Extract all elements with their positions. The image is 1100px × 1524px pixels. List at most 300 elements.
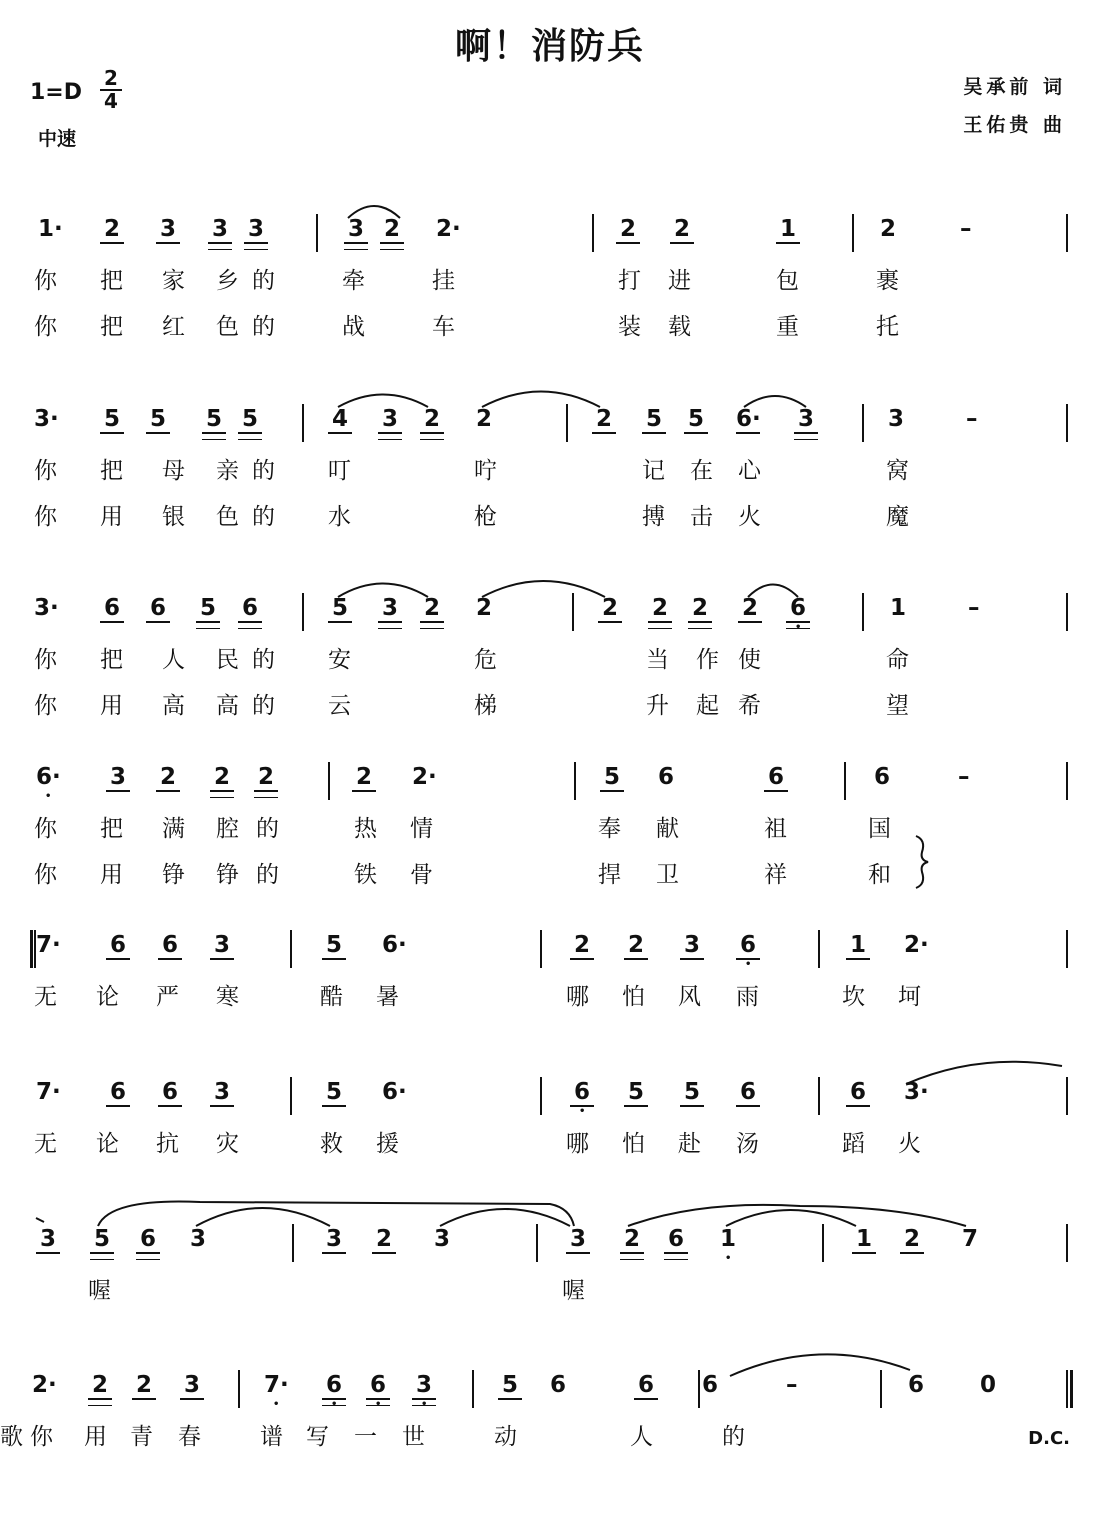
time-signature (100, 68, 122, 112)
lyric-syllable: 喔 (88, 1278, 111, 1304)
note: 5 (322, 1079, 346, 1107)
lyric-line (0, 452, 1100, 486)
lyric-syllable: 命 (886, 647, 909, 673)
sustain-dash: – (968, 595, 980, 621)
lyric-syllable: 奉 (598, 816, 621, 842)
lyric-syllable: 歌 (0, 1424, 23, 1450)
note: 6 (136, 1226, 160, 1254)
lyric-syllable: 铮 (162, 862, 185, 888)
slur (440, 1209, 570, 1226)
note: 3· (34, 406, 59, 432)
lyric-syllable: 亲 (216, 458, 239, 484)
note: 2 (570, 932, 594, 960)
note: 2 (598, 595, 622, 623)
lyric-syllable: 咛 (474, 458, 497, 484)
lyric-syllable: 希 (738, 693, 761, 719)
barline (1066, 593, 1068, 631)
lyric-line (0, 1418, 1100, 1452)
lyric-syllable: 你 (34, 504, 57, 530)
barline (290, 1077, 292, 1115)
lyric-line (0, 1125, 1100, 1159)
lyric-syllable: 在 (690, 458, 713, 484)
lyric-syllable: 卫 (656, 862, 679, 888)
lyric-syllable: 搏 (642, 504, 665, 530)
note: 2 (900, 1226, 924, 1254)
note: 2 (616, 216, 640, 244)
lyric-syllable: 红 (162, 314, 185, 340)
lyric-syllable: 热 (354, 816, 377, 842)
lyric-syllable: 用 (84, 1424, 107, 1450)
barline (852, 214, 854, 252)
note: 2 (620, 1226, 644, 1254)
note: 3 (210, 932, 234, 960)
note: 6 (664, 1226, 688, 1254)
note: 3 (106, 764, 130, 792)
barline (328, 762, 330, 800)
lyric-syllable: 祥 (764, 862, 787, 888)
lyric-syllable: 色 (216, 314, 239, 340)
barline (540, 1077, 542, 1115)
lyric-syllable: 动 (494, 1424, 517, 1450)
note: 7· (36, 932, 61, 958)
song-title: 啊！消防兵 (454, 25, 645, 67)
barline (862, 404, 864, 442)
lyric-syllable: 心 (738, 458, 761, 484)
lyric-syllable: 色 (216, 504, 239, 530)
barline (818, 930, 820, 968)
lyric-syllable: 包 (776, 268, 799, 294)
note: 3 (378, 406, 402, 434)
sustain-dash: – (786, 1372, 798, 1398)
note: 2 (420, 595, 444, 623)
note: 2 (879, 216, 896, 242)
lyric-syllable: 高 (216, 693, 239, 719)
lyric-syllable: 无 (34, 1131, 57, 1157)
lyric-syllable: 银 (162, 504, 185, 530)
slur (906, 1062, 1062, 1084)
note: 3 (566, 1226, 590, 1254)
lyric-syllable: 你 (34, 268, 57, 294)
note: 6 • (736, 932, 760, 960)
lyric-syllable: 记 (642, 458, 665, 484)
slur (726, 1210, 856, 1226)
lyric-syllable: 把 (100, 816, 123, 842)
composer-credit: 王佑贵 曲 (963, 114, 1066, 136)
lyric-syllable: 祖 (764, 816, 787, 842)
lyric-syllable: 云 (328, 693, 351, 719)
slur (482, 581, 605, 597)
slur (730, 1354, 910, 1376)
slur (98, 1202, 574, 1227)
note: 2 (738, 595, 762, 623)
lyric-syllable: 载 (668, 314, 691, 340)
lyric-syllable: 牵 (342, 268, 365, 294)
note: 1 (889, 595, 906, 621)
lyricist-credit: 吴承前 词 (963, 76, 1066, 98)
tempo-marking: 中速 (38, 128, 77, 150)
note: 5 (684, 406, 708, 434)
note: 5 (680, 1079, 704, 1107)
note: 6 • (366, 1372, 390, 1400)
lyric-syllable: 你 (30, 1424, 53, 1450)
lyric-syllable: 的 (252, 458, 275, 484)
lyric-syllable: 捍 (598, 862, 621, 888)
note: 6 (657, 764, 674, 790)
lyric-syllable: 的 (256, 862, 279, 888)
lyric-syllable: 乡 (216, 268, 239, 294)
note: 7 (961, 1226, 978, 1252)
lyric-syllable: 的 (252, 693, 275, 719)
lyric-syllable: 的 (252, 647, 275, 673)
lyric-syllable: 赴 (678, 1131, 701, 1157)
note: 6 (158, 1079, 182, 1107)
lyric-syllable: 梯 (474, 693, 497, 719)
lyric-syllable: 作 (696, 647, 719, 673)
note: 2· (32, 1372, 57, 1398)
note: 5 (322, 932, 346, 960)
note: 3 (208, 216, 232, 244)
lyric-syllable: 把 (100, 458, 123, 484)
barline (592, 214, 594, 252)
lyric-syllable: 把 (100, 268, 123, 294)
note: 2 (475, 595, 492, 621)
note: 6 (846, 1079, 870, 1107)
note: 6 (634, 1372, 658, 1400)
lyric-syllable: 抗 (156, 1131, 179, 1157)
note: 3 (887, 406, 904, 432)
note: 5 (642, 406, 666, 434)
note: 6 • (322, 1372, 346, 1400)
lyric-syllable: 民 (216, 647, 239, 673)
note: 3 (189, 1226, 206, 1252)
lyric-syllable: 人 (162, 647, 185, 673)
note: 3 (244, 216, 268, 244)
note: 3 (36, 1226, 60, 1254)
note: 3 (433, 1226, 450, 1252)
lyric-syllable: 叮 (328, 458, 351, 484)
note: 7· • (264, 1372, 288, 1398)
lyric-syllable: 装 (618, 314, 641, 340)
barline (536, 1224, 538, 1262)
lyric-syllable: 你 (34, 816, 57, 842)
note: 2 (156, 764, 180, 792)
lyric-syllable: 论 (96, 984, 119, 1010)
note: 5 (90, 1226, 114, 1254)
lyric-syllable: 风 (678, 984, 701, 1010)
slur (482, 392, 600, 408)
lyric-line (0, 810, 1100, 844)
note: 2 (648, 595, 672, 623)
repeat-start-bar (30, 930, 33, 968)
barline (238, 1370, 240, 1408)
lyric-syllable: 你 (34, 314, 57, 340)
barline (818, 1077, 820, 1115)
lyric-line (0, 308, 1100, 342)
lyric-syllable: 你 (34, 862, 57, 888)
note: 3 (680, 932, 704, 960)
note: 5 (238, 406, 262, 434)
lyric-syllable: 写 (306, 1424, 329, 1450)
note: 1· (38, 216, 63, 242)
lyric-line (0, 641, 1100, 675)
note: 6· (382, 932, 407, 958)
note: 2 (100, 216, 124, 244)
barline (1066, 1224, 1068, 1262)
note: 0 (979, 1372, 996, 1398)
note: 3 • (412, 1372, 436, 1400)
lyric-syllable: 青 (130, 1424, 153, 1450)
lyric-syllable: 母 (162, 458, 185, 484)
note: 2 (380, 216, 404, 244)
note: 5 (328, 595, 352, 623)
note: 5 (624, 1079, 648, 1107)
lyric-syllable: 把 (100, 314, 123, 340)
note: 2 (372, 1226, 396, 1254)
lyric-syllable: 用 (100, 862, 123, 888)
lyric-syllable: 铁 (354, 862, 377, 888)
note: 2· (436, 216, 461, 242)
lyric-syllable: 的 (256, 816, 279, 842)
lyric-syllable: 援 (376, 1131, 399, 1157)
note: 2 (210, 764, 234, 792)
lyric-syllable: 世 (402, 1424, 425, 1450)
lyric-syllable: 哪 (566, 1131, 589, 1157)
slur (36, 1218, 44, 1222)
lyric-syllable: 重 (776, 314, 799, 340)
lyric-syllable: 蹈 (842, 1131, 865, 1157)
note: 2· (904, 932, 929, 958)
lyric-syllable: 车 (432, 314, 455, 340)
lyric-syllable: 火 (738, 504, 761, 530)
lyric-syllable: 把 (100, 647, 123, 673)
lyric-syllable: 坎 (842, 984, 865, 1010)
note: 6 (158, 932, 182, 960)
note: 3 (180, 1372, 204, 1400)
da-capo-marking: D.C. (1028, 1428, 1070, 1449)
note: 1 (776, 216, 800, 244)
sustain-dash: – (966, 406, 978, 432)
note: 5 (100, 406, 124, 434)
note: 3· (904, 1079, 929, 1105)
barline (472, 1370, 474, 1408)
lyric-syllable: 你 (34, 693, 57, 719)
lyric-syllable: 喔 (562, 1278, 585, 1304)
note: 6 (100, 595, 124, 623)
lyric-syllable: 国 (868, 816, 891, 842)
lyric-syllable: 救 (320, 1131, 343, 1157)
lyric-syllable: 挂 (432, 268, 455, 294)
lyric-syllable: 窝 (886, 458, 909, 484)
lyric-syllable: 一 (354, 1424, 377, 1450)
note: 3 (156, 216, 180, 244)
note: 3 (378, 595, 402, 623)
lyric-syllable: 击 (690, 504, 713, 530)
lyric-syllable: 的 (252, 268, 275, 294)
time-sig-top: 2 (100, 68, 122, 91)
note: 5 (498, 1372, 522, 1400)
barline (290, 930, 292, 968)
barline (574, 762, 576, 800)
lyric-syllable: 进 (668, 268, 691, 294)
lyric-syllable: 起 (696, 693, 719, 719)
lyric-syllable: 严 (156, 984, 179, 1010)
barline (844, 762, 846, 800)
note: 6 (736, 1079, 760, 1107)
note: 3 (794, 406, 818, 434)
lyric-line (0, 978, 1100, 1012)
lyric-syllable: 灾 (216, 1131, 239, 1157)
lyric-syllable: 寒 (216, 984, 239, 1010)
lyric-syllable: 的 (252, 314, 275, 340)
lyric-syllable: 人 (630, 1424, 653, 1450)
lyric-syllable: 水 (328, 504, 351, 530)
barline (862, 593, 864, 631)
lyric-syllable: 骨 (410, 862, 433, 888)
note: 3 (210, 1079, 234, 1107)
lyric-syllable: 怕 (622, 984, 645, 1010)
lyric-syllable: 裹 (876, 268, 899, 294)
note: 6 (106, 932, 130, 960)
note: 6 • (786, 595, 810, 623)
key-signature: 1=D (30, 80, 83, 105)
note: 2 (670, 216, 694, 244)
barline (1066, 404, 1068, 442)
lyric-syllable: 腔 (216, 816, 239, 842)
note: 5 (196, 595, 220, 623)
note: 6 (238, 595, 262, 623)
lyric-syllable: 坷 (898, 984, 921, 1010)
note: 6 (764, 764, 788, 792)
note: 2 (352, 764, 376, 792)
lyric-syllable: 的 (252, 504, 275, 530)
lyric-syllable: 战 (342, 314, 365, 340)
note: 6· (382, 1079, 407, 1105)
slur (628, 1205, 966, 1226)
note: 1 • (716, 1226, 740, 1252)
lyric-syllable: 用 (100, 504, 123, 530)
sustain-dash: – (960, 216, 972, 242)
lyric-syllable: 春 (178, 1424, 201, 1450)
note: 2 (132, 1372, 156, 1400)
time-sig-bottom: 4 (104, 89, 118, 113)
lyric-syllable: 怕 (622, 1131, 645, 1157)
note: 6 • (570, 1079, 594, 1107)
repeat-end-bar (1070, 1370, 1073, 1408)
barline (1066, 1370, 1068, 1408)
note: 6 (873, 764, 890, 790)
note: 2 (475, 406, 492, 432)
sustain-dash: – (958, 764, 970, 790)
lyric-syllable: 无 (34, 984, 57, 1010)
lyric-syllable: 满 (162, 816, 185, 842)
lyric-syllable: 的 (722, 1424, 745, 1450)
lyric-syllable: 暑 (376, 984, 399, 1010)
note: 3 (344, 216, 368, 244)
note: 2· (412, 764, 437, 790)
note: 4 (328, 406, 352, 434)
barline (302, 404, 304, 442)
lyric-syllable: 哪 (566, 984, 589, 1010)
slur (196, 1208, 330, 1226)
note: 5 (146, 406, 170, 434)
note: 2 (420, 406, 444, 434)
lyric-syllable: 酷 (320, 984, 343, 1010)
note: 5 (202, 406, 226, 434)
note: 2 (592, 406, 616, 434)
barline (1066, 930, 1068, 968)
note: 1 (852, 1226, 876, 1254)
lyric-syllable: 打 (618, 268, 641, 294)
lyric-syllable: 和 (868, 862, 891, 888)
note: 6 (907, 1372, 924, 1398)
note: 2 (624, 932, 648, 960)
note: 2 (88, 1372, 112, 1400)
barline (316, 214, 318, 252)
lyric-line (0, 687, 1100, 721)
lyric-line (0, 262, 1100, 296)
lyric-syllable: 论 (96, 1131, 119, 1157)
lyric-syllable: 枪 (474, 504, 497, 530)
lyric-syllable: 火 (898, 1131, 921, 1157)
lyric-syllable: 用 (100, 693, 123, 719)
barline (1066, 762, 1068, 800)
barline (1066, 1077, 1068, 1115)
barline (302, 593, 304, 631)
lyric-syllable: 安 (328, 647, 351, 673)
note: 5 (600, 764, 624, 792)
lyric-line (0, 856, 1100, 890)
lyric-syllable: 雨 (736, 984, 759, 1010)
note: 2 (688, 595, 712, 623)
lyric-syllable: 高 (162, 693, 185, 719)
note: 3 (322, 1226, 346, 1254)
note: 6 (549, 1372, 566, 1398)
barline (880, 1370, 882, 1408)
lyric-syllable: 升 (646, 693, 669, 719)
barline (540, 930, 542, 968)
lyric-line (0, 1272, 1100, 1306)
lyric-syllable: 家 (162, 268, 185, 294)
note: 6 (701, 1372, 718, 1398)
lyric-syllable: 当 (646, 647, 669, 673)
lyric-syllable: 汤 (736, 1131, 759, 1157)
barline (822, 1224, 824, 1262)
barline (566, 404, 568, 442)
note: 6· • (36, 764, 60, 790)
lyric-syllable: 托 (876, 314, 899, 340)
barline (1066, 214, 1068, 252)
lyric-syllable: 魔 (886, 504, 909, 530)
barline (292, 1224, 294, 1262)
lyric-syllable: 望 (886, 693, 909, 719)
lyric-syllable: 使 (738, 647, 761, 673)
note: 6 (146, 595, 170, 623)
note: 6 (106, 1079, 130, 1107)
note: 6· (736, 406, 761, 432)
lyric-syllable: 你 (34, 647, 57, 673)
note: 2 (254, 764, 278, 792)
note: 1 (846, 932, 870, 960)
lyric-syllable: 你 (34, 458, 57, 484)
lyric-line (0, 498, 1100, 532)
note: 3· (34, 595, 59, 621)
barline (572, 593, 574, 631)
lyric-syllable: 献 (656, 816, 679, 842)
lyric-syllable: 危 (474, 647, 497, 673)
lyric-syllable: 情 (410, 816, 433, 842)
lyric-syllable: 谱 (260, 1424, 283, 1450)
note: 7· (36, 1079, 61, 1105)
